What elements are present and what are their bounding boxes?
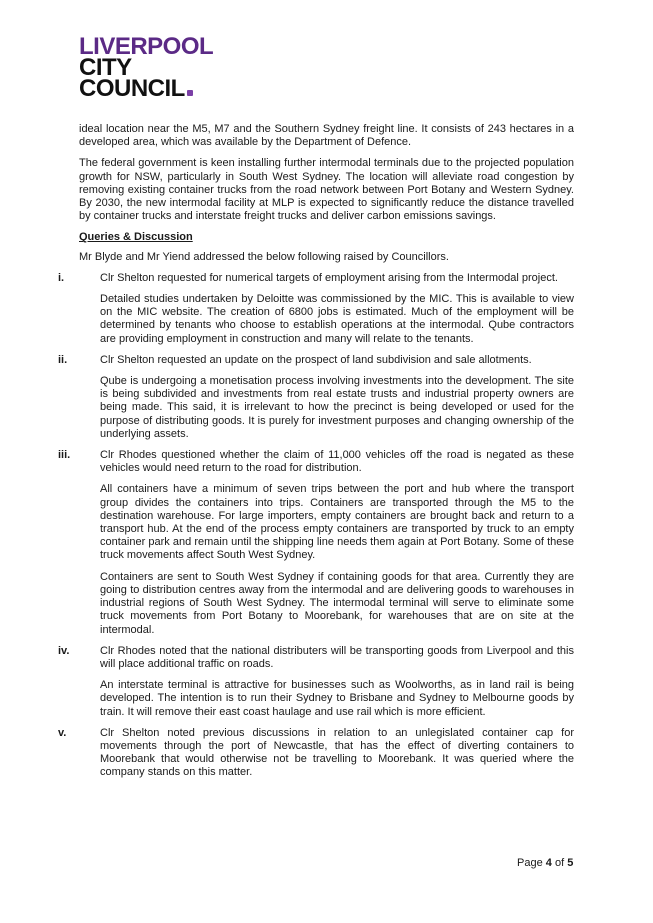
page-total: 5: [567, 857, 574, 869]
query-question: Clr Shelton requested for numerical targets of employment arising from the Intermodal project.: [100, 271, 558, 284]
query-item-5: [58, 726, 574, 780]
page-footer: [517, 857, 573, 869]
query-item-2: [58, 353, 574, 441]
query-question: Clr Rhodes noted that the national distributers will be transporting goods from Liverpool and this will place additional traffic on roads.: [100, 644, 574, 670]
logo-line-city: CITY: [79, 54, 132, 81]
query-answer: An interstate terminal is attractive for businesses such as Woolworths, as in land rail is being developed. The intention is to run their Sydney to Brisbane and Sydney to Melbourne goods by train. It will remove their east coast haulage and use rail which is more efficient.: [100, 679, 574, 718]
query-item-3: [58, 449, 574, 637]
document-body: [58, 123, 574, 788]
section-heading: Queries & Discussion: [79, 231, 193, 244]
intro-paragraph-1: ideal location near the M5, M7 and the Southern Sydney freight line. It consists of 243 hectares in a developed area, which was available by the Department of Defence.: [79, 123, 574, 149]
query-answer: All containers have a minimum of seven trips between the port and hub where the transport group divides the containers into trips. Containers are transported through the M5 to the destination warehouse. For large importers, empty containers are brought back and return to a transport hub. At the end of the process empty containers are transported by truck to an empty container park and remain until the shipping line needs them again at Port Botany. Some of these truck movements affect South West Sydney.: [100, 483, 574, 562]
query-number: iv.: [58, 644, 70, 657]
query-answer: Containers are sent to South West Sydney if containing goods for that area. Currently they are going to distribution centres away from the intermodal and are delivering goods to warehouses in industrial regions of South West Sydney. The intermodal terminal will serve to eliminate some truck movements from Port Botany to Moorebank, for warehouses that are on site at the intermodal.: [100, 570, 574, 636]
query-answer: Qube is undergoing a monetisation process involving investments into the development. The site is being subdivided and investments from real estate trusts and industrial property owners are being made. This said, it is irrelevant to how the precinct is being developed or used for the purpose of distributing goods. It is purely for investment purposes and changing ownership of the underlying assets.: [100, 375, 574, 440]
query-question: Clr Shelton noted previous discussions in relation to an unlegislated container cap for movements through the port of Newcastle, that has the effect of diverting containers to Moorebank that would otherwise not be travelling to Moorebank. It was queried where the company stands on this matter.: [100, 726, 574, 779]
query-question: Clr Rhodes questioned whether the claim of 11,000 vehicles off the road is negated as these vehicles would need return to the road for distribution.: [100, 449, 574, 475]
council-logo: [79, 33, 214, 102]
page-label: Page: [517, 857, 543, 869]
logo-word-council: COUNCIL: [79, 75, 185, 102]
intro-paragraph-2: The federal government is keen installing further intermodal terminals due to the projected population growth for NSW, particularly in South West Sydney. The location will alleviate road congestion by removing existing container trucks from the road network between Port Botany and Western Sydney. By 2030, the new intermodal facility at MLP is expected to significantly reduce the distance travelled by container trucks and interstate freight trucks and deliver carbon emissions savings.: [79, 157, 574, 223]
query-question: Clr Shelton requested an update on the prospect of land subdivision and sale allotments.: [100, 353, 532, 366]
query-number: i.: [58, 271, 65, 284]
page-number: 4: [545, 857, 552, 869]
section-intro: Mr Blyde and Mr Yiend addressed the below following raised by Councillors.: [79, 250, 449, 263]
logo-line-liverpool: LIVERPOOL: [79, 33, 214, 60]
query-number: v.: [58, 726, 67, 739]
query-answer: Detailed studies undertaken by Deloitte was commissioned by the MIC. This is available to view on the MIC website. The creation of 6800 jobs is estimated. Much of the employment will be determined by tenants who choose to establish operations at the intermodal. Qube contractors are providing employment in construction and many will relate to the tenants.: [100, 293, 574, 345]
query-item-1: [58, 271, 574, 346]
query-item-4: [58, 644, 574, 719]
query-number: ii.: [58, 353, 68, 366]
query-number: iii.: [58, 449, 71, 462]
logo-dot-icon: [187, 90, 193, 96]
logo-line-council: [79, 75, 213, 102]
of-label: of: [554, 857, 565, 869]
